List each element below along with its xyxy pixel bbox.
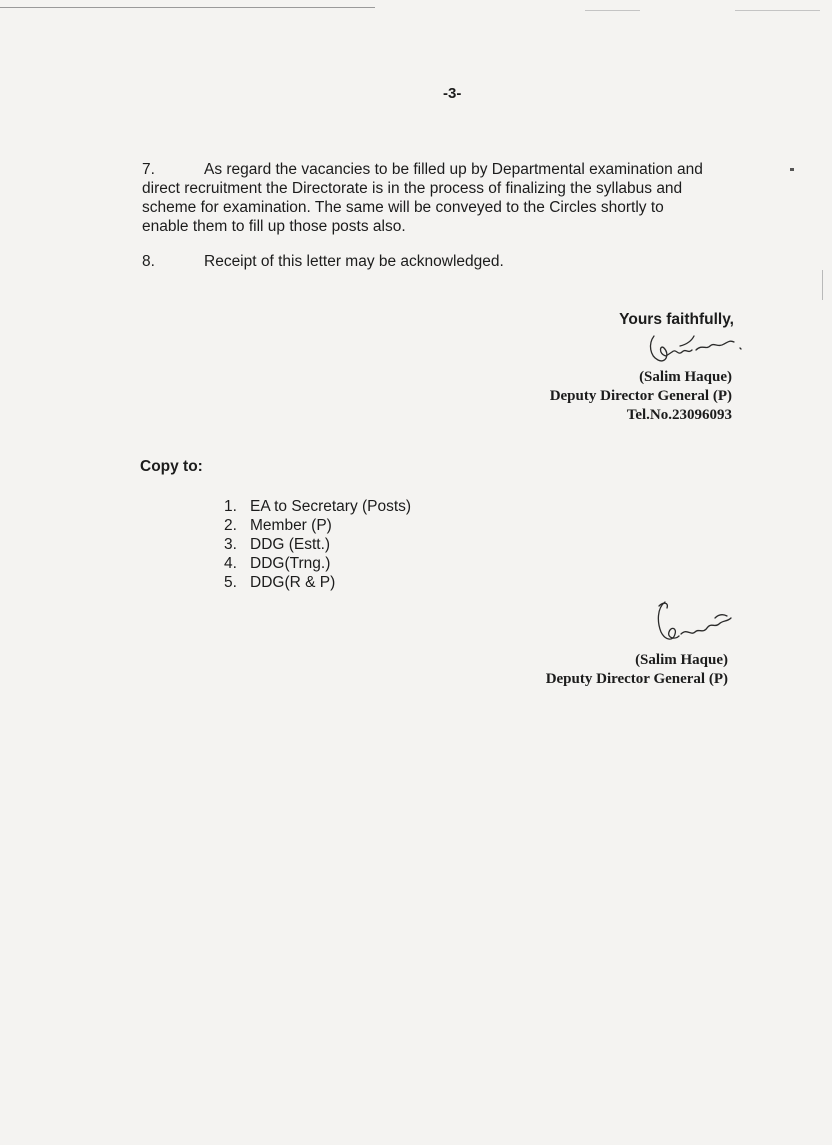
signatory-designation: Deputy Director General (P) [549, 388, 732, 404]
paragraph-line: 8. Receipt of this letter may be acknowledged. [142, 253, 504, 270]
scan-edge-mark [822, 270, 823, 300]
list-item: 5. DDG(R & P) [224, 574, 336, 591]
paragraph-line: enable them to fill up those posts also. [142, 218, 406, 235]
list-item: 2. Member (P) [224, 517, 332, 534]
signature-1 [640, 330, 750, 370]
signatory-name: (Salim Haque) [639, 369, 732, 385]
paragraph-line: direct recruitment the Directorate is in the process of finalizing the syllabus and [142, 180, 683, 197]
signatory-block-1 [550, 368, 732, 425]
paragraph-number: 7. [142, 161, 155, 178]
list-item: 1. EA to Secretary (Posts) [224, 498, 412, 515]
list-item: 3. DDG (Estt.) [224, 536, 331, 553]
scan-edge-line [735, 10, 820, 11]
scan-edge-line [0, 7, 375, 8]
scan-speck [790, 168, 794, 171]
paragraph-8 [142, 252, 736, 271]
signatory-block-2 [546, 651, 728, 689]
paragraph-7 [142, 160, 736, 236]
signature-2 [645, 598, 740, 648]
signatory-name: (Salim Haque) [635, 652, 728, 668]
page-number: -3- [443, 85, 462, 102]
list-item: 4. DDG(Trng.) [224, 555, 331, 572]
signatory-designation: Deputy Director General (P) [545, 671, 728, 687]
paragraph-line: 7. As regard the vacancies to be filled up by Departmental examination and [142, 161, 703, 178]
paragraph-line: scheme for examination. The same will be conveyed to the Circles shortly to [142, 199, 664, 216]
paragraph-number: 8. [142, 253, 155, 270]
copy-to-list [224, 497, 411, 592]
scan-edge-line [585, 10, 640, 11]
copy-to-heading: Copy to: [140, 458, 203, 475]
closing-salutation: Yours faithfully, [619, 311, 734, 328]
signatory-telephone: Tel.No.23096093 [626, 407, 732, 423]
